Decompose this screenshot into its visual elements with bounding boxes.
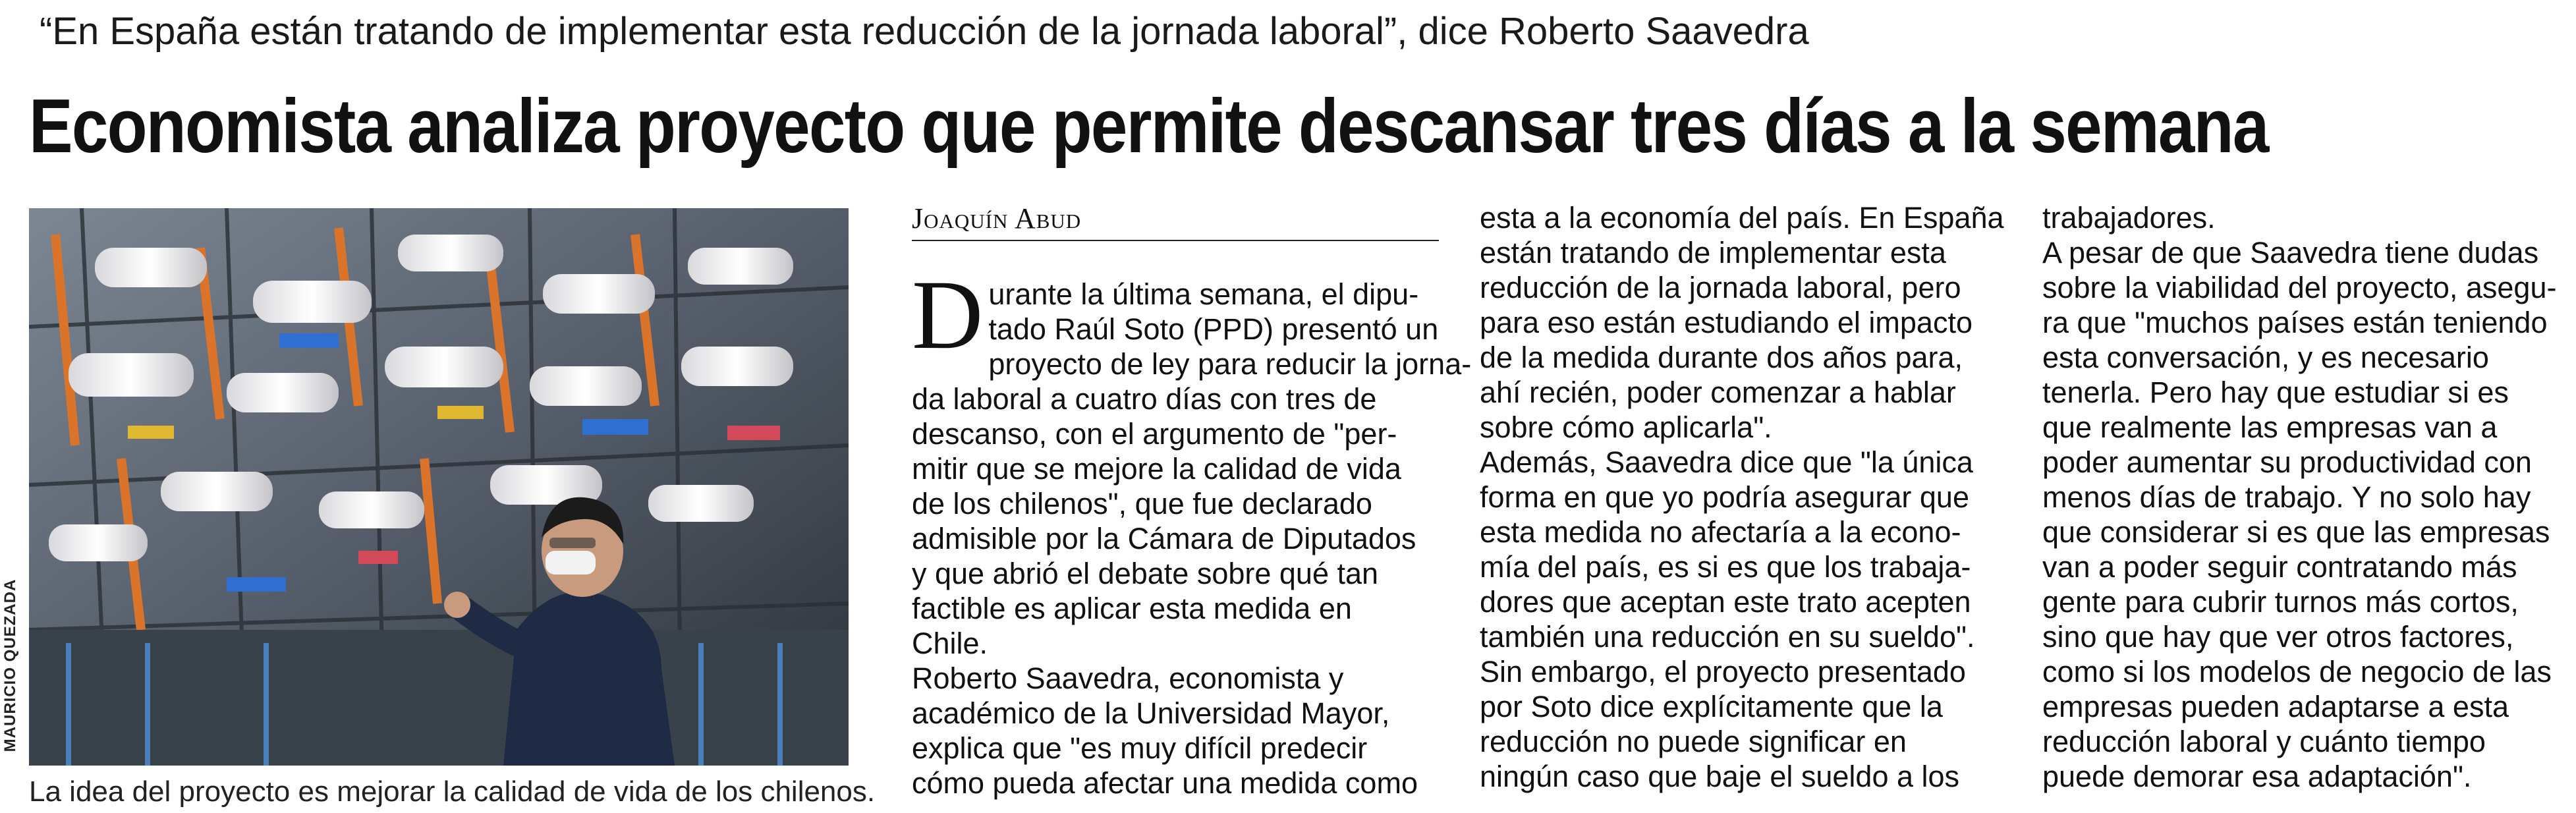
body-line: de la medida durante dos años para,	[1480, 341, 1963, 374]
article-headline: Economista analiza proyecto que permite descansar tres días a la semana	[29, 83, 2268, 169]
body-line: ningún caso que baje el sueldo a los	[1480, 760, 1960, 793]
body-line: esta medida no afectaría a la econo-	[1480, 515, 1961, 549]
body-line: y que abrió el debate sobre qué tan	[912, 557, 1379, 590]
body-line: tado Raúl Soto (PPD) presentó un	[988, 312, 1439, 346]
body-line: esta a la economía del país. En España	[1480, 201, 2004, 235]
author-byline: Joaquín Abud	[912, 200, 1439, 241]
body-line: poder aumentar su productividad con	[2042, 445, 2532, 479]
body-line: admisible por la Cámara de Diputados	[912, 522, 1416, 555]
body-line: reducción laboral y cuánto tiempo	[2042, 725, 2486, 758]
body-line: gente para cubrir turnos más cortos,	[2042, 585, 2519, 619]
body-line: que considerar si es que las empresas	[2042, 515, 2550, 549]
body-line: cómo pueda afectar una medida como	[912, 766, 1418, 800]
body-line: ahí recién, poder comenzar a hablar	[1480, 376, 1956, 409]
body-line: descanso, con el argumento de "per-	[912, 417, 1397, 451]
body-line: tenerla. Pero hay que estudiar si es	[2042, 376, 2509, 409]
photo-credit-text: MAURICIO QUEZADA	[1, 578, 19, 752]
body-line: proyecto de ley para reducir la jorna-	[988, 347, 1472, 381]
body-line: forma en que yo podría asegurar que	[1480, 480, 1969, 514]
body-line: sobre cómo aplicarla".	[1480, 410, 1772, 444]
body-line: Roberto Saavedra, economista y	[912, 661, 1344, 695]
factory-worker-photo	[29, 208, 849, 766]
body-line: van a poder seguir contratando más	[2042, 550, 2517, 584]
body-line: por Soto dice explícitamente que la	[1480, 690, 1943, 723]
article-column-2	[1480, 200, 2007, 794]
drop-cap: D	[912, 260, 984, 370]
body-line: puede demorar esa adaptación".	[2042, 760, 2472, 793]
body-line: para eso están estudiando el impacto	[1480, 306, 1973, 339]
body-line: factible es aplicar esta medida en	[912, 592, 1352, 625]
body-line: esta conversación, y es necesario	[2042, 341, 2489, 374]
body-line: explica que "es muy difícil predecir	[912, 731, 1368, 765]
photo-credit	[0, 560, 21, 771]
body-line: están tratando de implementar esta	[1480, 236, 1946, 269]
body-line: sobre la viabilidad del proyecto, asegu-	[2042, 271, 2557, 304]
body-line: mitir que se mejore la calidad de vida	[912, 452, 1401, 486]
body-line: trabajadores.	[2042, 201, 2216, 235]
article-kicker: “En España están tratando de implementar esta reducción de la jornada laboral”, dice Roberto Saavedra	[40, 10, 1809, 53]
body-line: reducción no puede significar en	[1480, 725, 1907, 758]
body-line: ra que "muchos países están teniendo	[2042, 306, 2548, 339]
body-line: Chile.	[912, 627, 988, 660]
body-line: sino que hay que ver otros factores,	[2042, 620, 2514, 654]
body-line: da laboral a cuatro días con tres de	[912, 382, 1377, 416]
body-line: empresas pueden adaptarse a esta	[2042, 690, 2509, 723]
body-line: urante la última semana, el dipu-	[988, 277, 1419, 311]
photo-caption: La idea del proyecto es mejorar la calidad de vida de los chilenos.	[29, 775, 876, 808]
body-line: Además, Saavedra dice que "la única	[1480, 445, 1973, 479]
body-line: mía del país, es si es que los trabaja-	[1480, 550, 1971, 584]
body-line: reducción de la jornada laboral, pero	[1480, 271, 1961, 304]
body-line: que realmente las empresas van a	[2042, 410, 2498, 444]
article-photo	[29, 208, 849, 766]
article-column-1	[912, 260, 1472, 800]
body-line: menos días de trabajo. Y no solo hay	[2042, 480, 2531, 514]
body-line: A pesar de que Saavedra tiene dudas	[2042, 236, 2539, 269]
article-column-3	[2042, 200, 2576, 794]
body-line: también una reducción en su sueldo".	[1480, 620, 1975, 654]
body-line: académico de la Universidad Mayor,	[912, 696, 1390, 730]
body-line: dores que aceptan este trato acepten	[1480, 585, 1971, 619]
body-line: Sin embargo, el proyecto presentado	[1480, 655, 1966, 688]
body-line: de los chilenos", que fue declarado	[912, 487, 1372, 520]
body-line: como si los modelos de negocio de las	[2042, 655, 2552, 688]
